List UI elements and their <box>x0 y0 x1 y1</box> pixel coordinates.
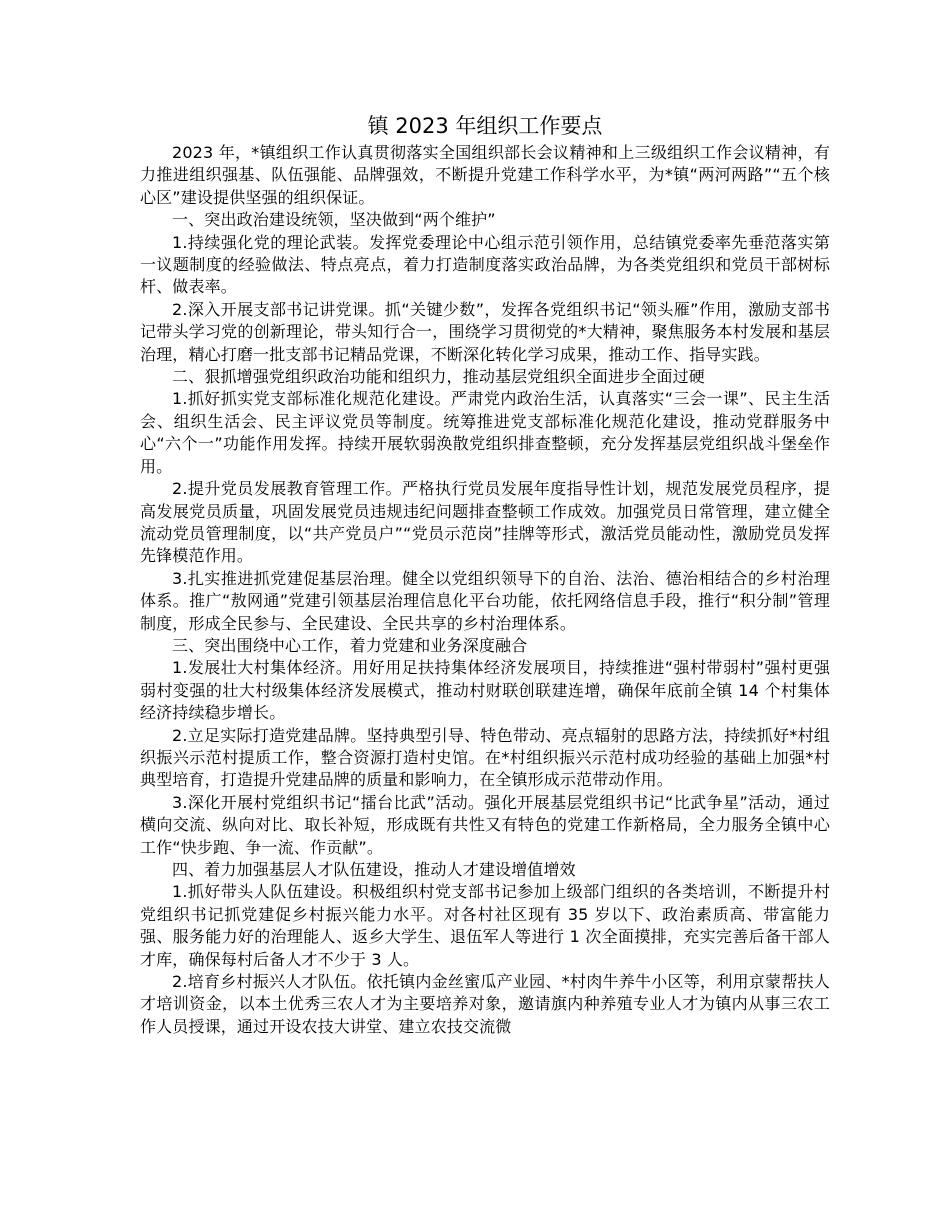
document-title: 镇 2023 年组织工作要点 <box>367 114 603 138</box>
paragraph-2-3: 3.扎实推进抓党建促基层治理。健全以党组织领导下的自治、法治、德治相结合的乡村治理体系。推广“敖网通”党建引领基层治理信息化平台功能，依托网络信息手段，推行“积分制”管理制度，形成全民参与、全民建设、全民共享的乡村治理体系。 <box>140 568 830 633</box>
paragraph-4-2: 2.培育乡村振兴人才队伍。依托镇内金丝蜜瓜产业园、*村肉牛养牛小区等，利用京蒙帮扶人才培训资金，以本土优秀三农人才为主要培养对象，邀请旗内种养殖专业人才为镇内从事三农工作人员授课，通过开设农技大讲堂、建立农技交流微 <box>140 972 830 1036</box>
paragraph-1-2: 2.深入开展支部书记讲党课。抓“关键少数”，发挥各党组织书记“领头雁”作用，激励支部书记带头学习党的创新理论，带头知行合一，围绕学习贯彻党的*大精神，聚焦服务本村发展和基层治理，精心打磨一批支部书记精品党课，不断深化转化学习成果，推动工作、指导实践。 <box>140 299 830 364</box>
paragraph-3-1: 1.发展壮大村集体经济。用好用足扶持集体经济发展项目，持续推进“强村带弱村”强村更强弱村变强的壮大村级集体经济发展模式，推动村财联创联建连增，确保年底前全镇 14 个村集体经济持续稳步增长。 <box>140 658 830 723</box>
paragraph-3-3: 3.深化开展村党组织书记“擂台比武”活动。强化开展基层党组织书记“比武争星”活动，通过横向交流、纵向对比、取长补短，形成既有共性又有特色的党建工作新格局，全力服务全镇中心工作“快步跑、争一流、作贡献”。 <box>140 792 830 857</box>
paragraph-1-1: 1.持续强化党的理论武装。发挥党委理论中心组示范引领作用，总结镇党委率先垂范落实第一议题制度的经验做法、特点亮点，着力打造制度落实政治品牌，为各类党组织和党员干部树标杆、做表率。 <box>140 232 830 297</box>
paragraph-2-2: 2.提升党员发展教育管理工作。严格执行党员发展年度指导性计划，规范发展党员程序，提高发展党员质量，巩固发展党员违规违纪问题排查整顿工作成效。加强党员日常管理，建立健全流动党员管理制度，以“共产党员户”“党员示范岗”挂牌等形式，激活党员能动性，激励党员发挥先锋模范作用。 <box>140 479 830 566</box>
section-heading-2: 二、狠抓增强党组织政治功能和组织力，推动基层党组织全面进步全面过硬 <box>172 367 705 387</box>
section-heading-3: 三、突出围绕中心工作，着力党建和业务深度融合 <box>172 635 528 655</box>
paragraph-2-1: 1.抓好抓实党支部标准化规范化建设。严肃党内政治生活，认真落实“三会一课”、民主生活会、组织生活会、民主评议党员等制度。统筹推进党支部标准化规范化建设，推动党群服务中心“六个一”功能作用发挥。持续开展软弱涣散党组织排查整顿，充分发挥基层党组织战斗堡垒作用。 <box>140 389 830 476</box>
paragraph-4-1: 1.抓好带头人队伍建设。积极组织村党支部书记参加上级部门组织的各类培训，不断提升村党组织书记抓党建促乡村振兴能力水平。对各村社区现有 35 岁以下、政治素质高、带富能力强、服务能力好的治理能人、返乡大学生、退伍军人等进行 1 次全面摸排，充实完善后备干部人才库，确保每村后备人才不少于 3 人。 <box>140 882 830 969</box>
paragraph-3-2: 2.立足实际打造党建品牌。坚持典型引导、特色带动、亮点辐射的思路方法，持续抓好*村组织振兴示范村提质工作，整合资源打造村史馆。在*村组织振兴示范村成功经验的基础上加强*村典型培育，打造提升党建品牌的质量和影响力，在全镇形成示范带动作用。 <box>140 725 830 790</box>
document-page <box>140 112 830 1038</box>
intro-paragraph: 2023 年，*镇组织工作认真贯彻落实全国组织部长会议精神和上三级组织工作会议精神，有力推进组织强基、队伍强能、品牌强效，不断提升党建工作科学水平，为*镇“两河两路”“五个核心区”建设提供坚强的组织保证。 <box>140 143 830 207</box>
section-heading-1: 一、突出政治建设统领，坚决做到“两个维护” <box>172 210 496 230</box>
section-heading-4: 四、着力加强基层人才队伍建设，推动人才建设增值增效 <box>172 860 576 879</box>
